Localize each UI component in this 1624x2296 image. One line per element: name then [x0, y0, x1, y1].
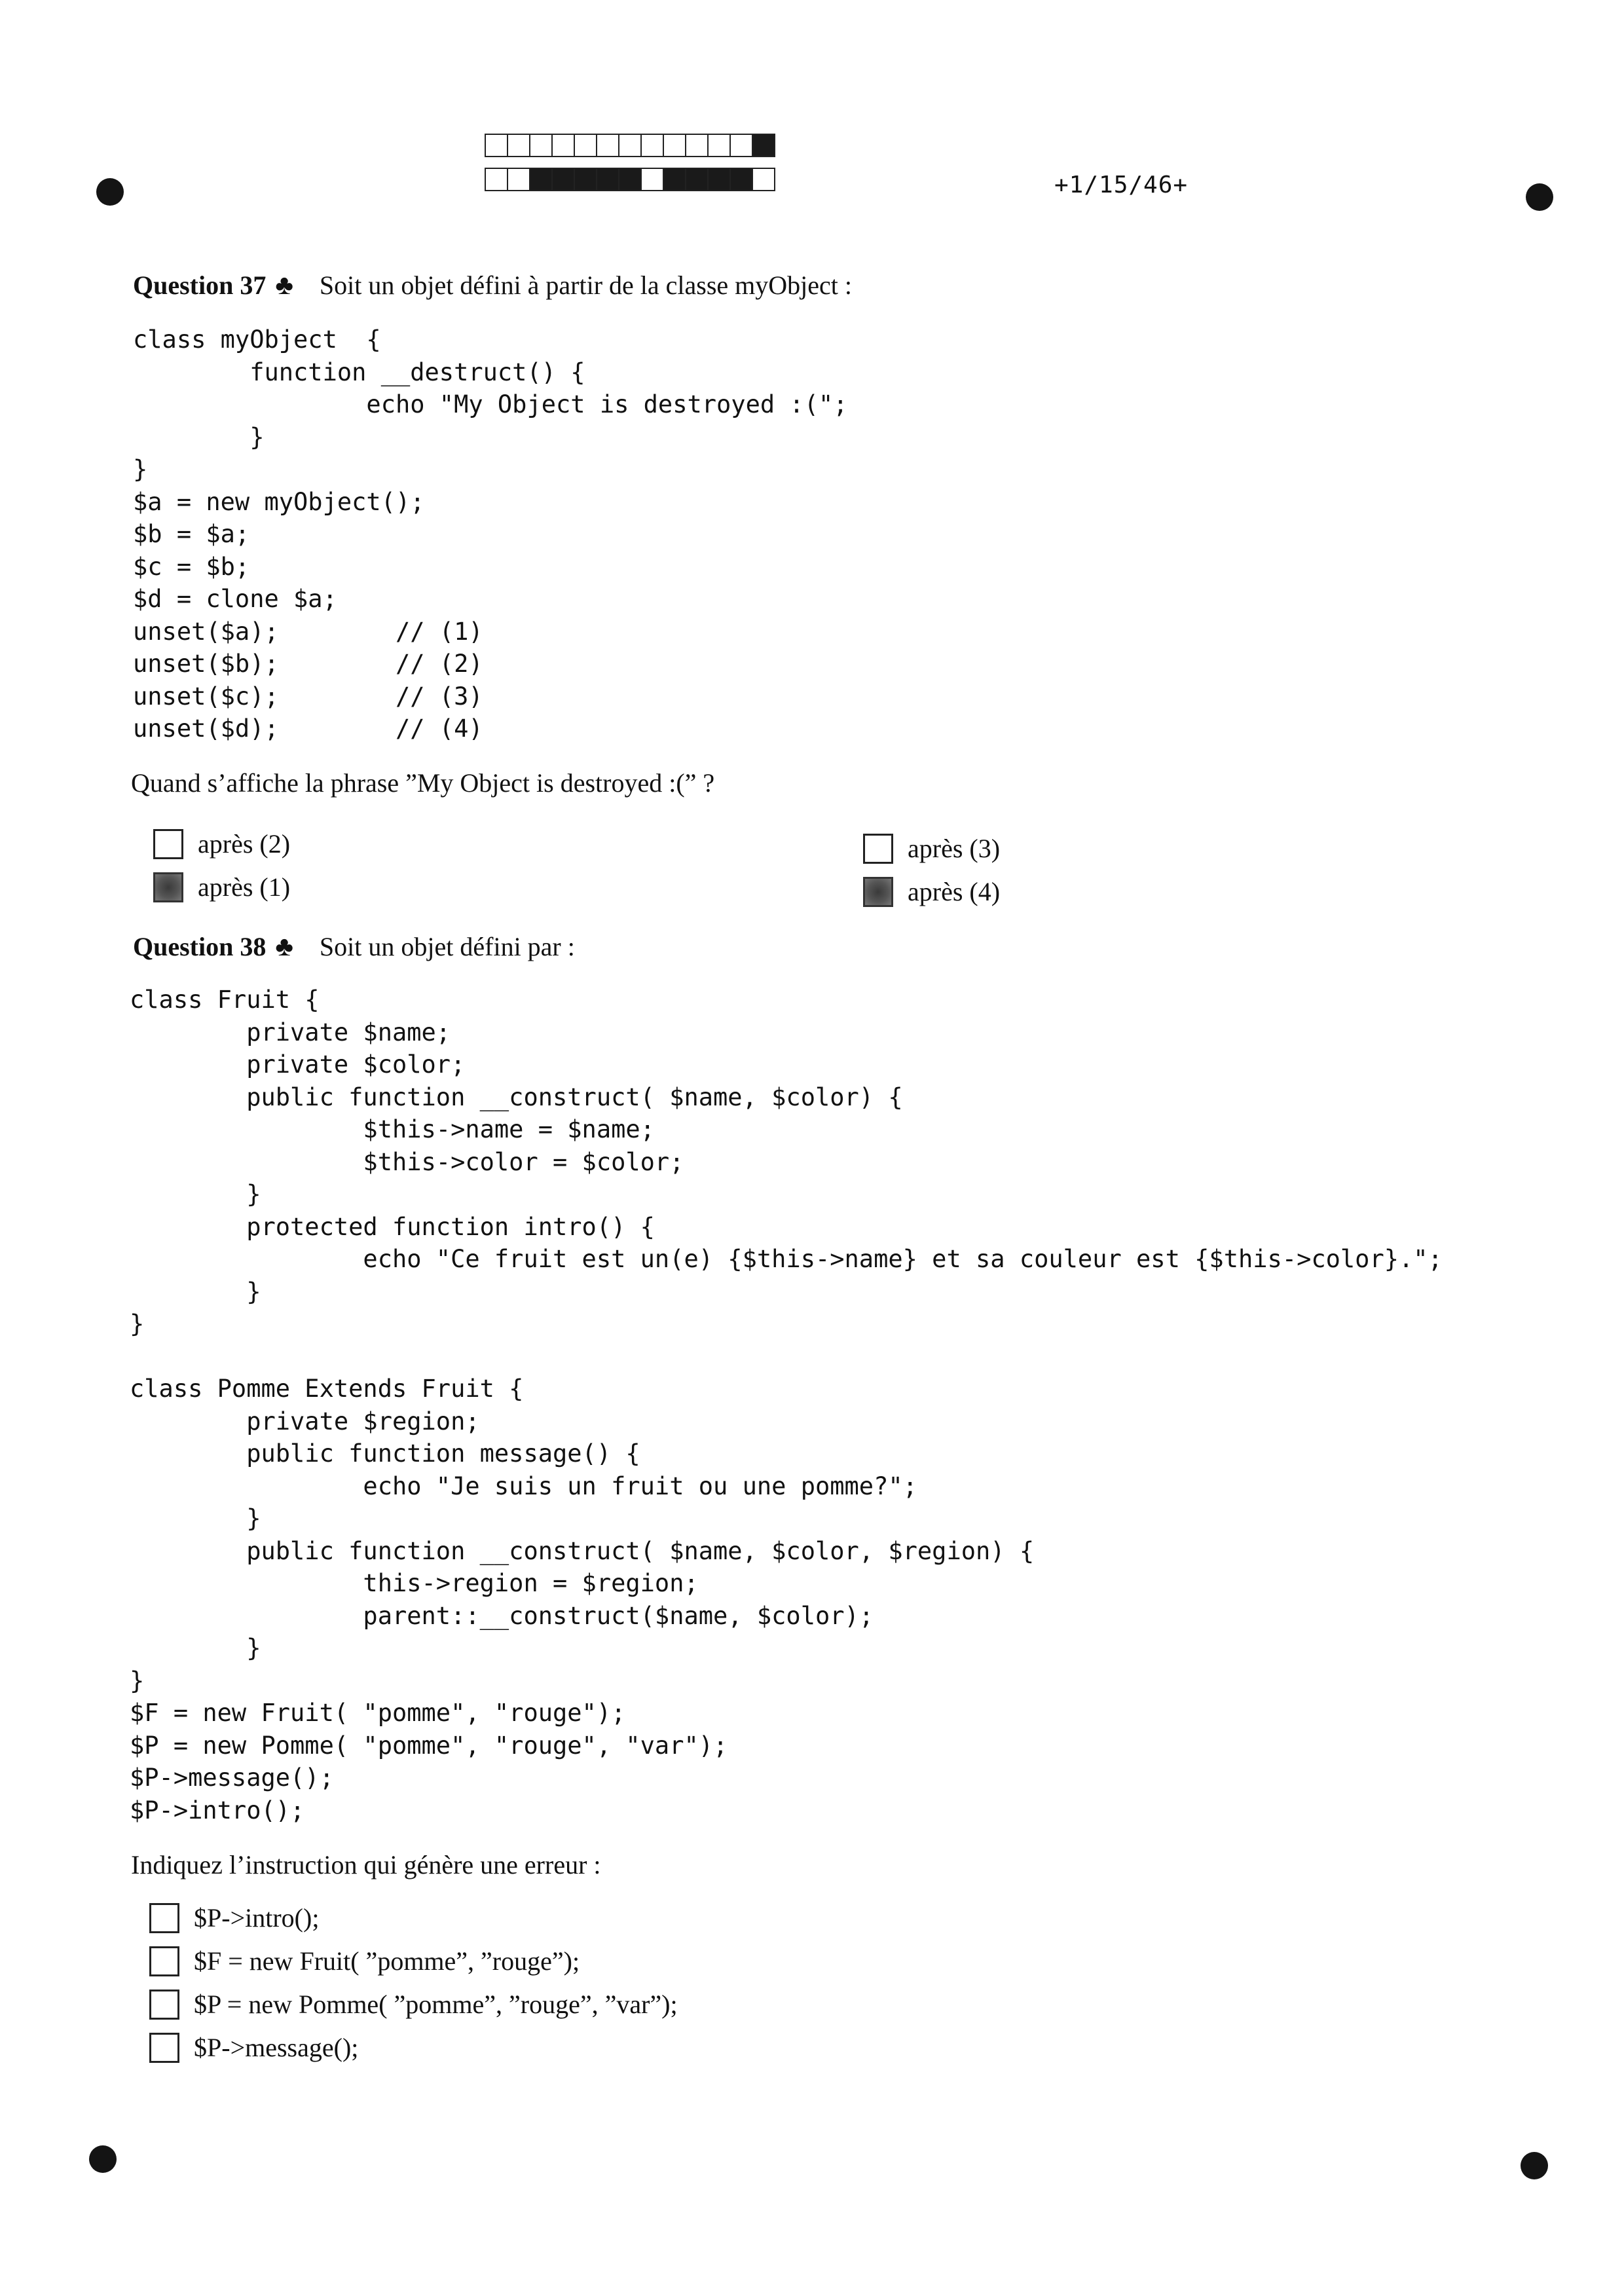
question-37-header — [133, 270, 852, 301]
barcode-cell — [507, 134, 530, 157]
question-number: Question 38 — [133, 932, 267, 961]
club-icon: ♣ — [275, 270, 293, 301]
checkbox[interactable] — [149, 1946, 179, 1976]
barcode-cell — [640, 134, 664, 157]
question-38-header — [133, 931, 575, 963]
barcode-row-2 — [485, 168, 774, 191]
answer-choice[interactable] — [149, 1902, 319, 1933]
barcode-cell — [574, 134, 597, 157]
barcode-cell — [729, 134, 753, 157]
choice-label: après (1) — [198, 872, 291, 902]
barcode-cell — [729, 168, 753, 191]
barcode-cell — [640, 168, 664, 191]
barcode-cell — [707, 134, 731, 157]
barcode-cell — [485, 134, 508, 157]
question-title: Soit un objet défini à partir de la classe myObject : — [319, 270, 853, 300]
checkbox[interactable] — [149, 1903, 179, 1933]
checkbox[interactable] — [149, 1990, 179, 2020]
page-code: +1/15/46+ — [1054, 172, 1189, 198]
barcode-cell — [685, 168, 709, 191]
question-number: Question 37 — [133, 270, 267, 300]
answer-choice[interactable] — [863, 876, 1000, 907]
barcode-cell — [663, 168, 686, 191]
answer-choice[interactable] — [149, 2032, 358, 2063]
checkbox[interactable] — [149, 2033, 179, 2063]
question-37-prompt: Quand s’affiche la phrase ”My Object is destroyed :(” ? — [131, 768, 715, 798]
answer-choice[interactable] — [149, 1989, 678, 2020]
barcode-cell — [752, 134, 775, 157]
corner-mark-bottom-left — [89, 2145, 117, 2173]
answer-choice[interactable] — [153, 828, 290, 859]
question-38-prompt: Indiquez l’instruction qui génère une erreur : — [131, 1850, 601, 1879]
barcode-cell — [551, 168, 575, 191]
choice-label: $P = new Pomme( ”pomme”, ”rouge”, ”var”); — [194, 1990, 678, 2019]
corner-mark-top-right — [1526, 183, 1553, 211]
checkbox[interactable] — [863, 834, 893, 864]
corner-mark-bottom-right — [1521, 2152, 1548, 2179]
answer-choice[interactable] — [149, 1946, 580, 1976]
barcode-cell — [752, 168, 775, 191]
checkbox[interactable] — [863, 877, 893, 907]
checkbox[interactable] — [153, 872, 183, 902]
choice-label: après (3) — [908, 834, 1001, 863]
barcode-cell — [551, 134, 575, 157]
barcode-cell — [485, 168, 508, 191]
choice-label: $P->message(); — [194, 2033, 359, 2062]
barcode-cell — [529, 134, 553, 157]
choice-label: après (2) — [198, 829, 291, 859]
barcode-cell — [707, 168, 731, 191]
barcode-cell — [618, 168, 642, 191]
answer-choice[interactable] — [863, 833, 1000, 864]
choice-label: $P->intro(); — [194, 1903, 320, 1933]
barcode-cell — [618, 134, 642, 157]
barcode-cell — [596, 134, 619, 157]
barcode-row-1 — [485, 134, 774, 157]
barcode-cell — [529, 168, 553, 191]
question-37-code: class myObject { function __destruct() { echo "My Object is destroyed :("; } } $a = new myObject(); $b = $a; $c = $b; $d = clone $a; unset($a); // (1) unset($b); // (2) unset($c); // (3) unset($d); // (4) — [133, 325, 848, 743]
barcode-cell — [685, 134, 709, 157]
barcode-cell — [507, 168, 530, 191]
question-38-code: class Fruit { private $name; private $color; public function __construct( $name, $color) { $this->name = $name; $this->color = $color; } protected function intro() { echo "Ce fruit est un(e) {$this->name} et sa couleur est {$this->color}."; } } class Pomme Extends Fruit { private $region; public function message() { echo "Je suis un fruit ou une pomme?"; } public function __construct( $name, $color, $region) { this->region = $region; parent::__construct($name, $color); } } $F = new Fruit( "pomme", "rouge"); $P = new Pomme( "pomme", "rouge", "var"); $P->message(); $P->intro(); — [130, 986, 1443, 1824]
barcode-cell — [574, 168, 597, 191]
choice-label: $F = new Fruit( ”pomme”, ”rouge”); — [194, 1946, 580, 1976]
choice-label: après (4) — [908, 877, 1001, 906]
barcode-cell — [663, 134, 686, 157]
answer-choice[interactable] — [153, 872, 290, 902]
club-icon: ♣ — [275, 932, 293, 962]
checkbox[interactable] — [153, 829, 183, 859]
question-title: Soit un objet défini par : — [319, 932, 575, 961]
corner-mark-top-left — [96, 178, 124, 206]
barcode-cell — [596, 168, 619, 191]
